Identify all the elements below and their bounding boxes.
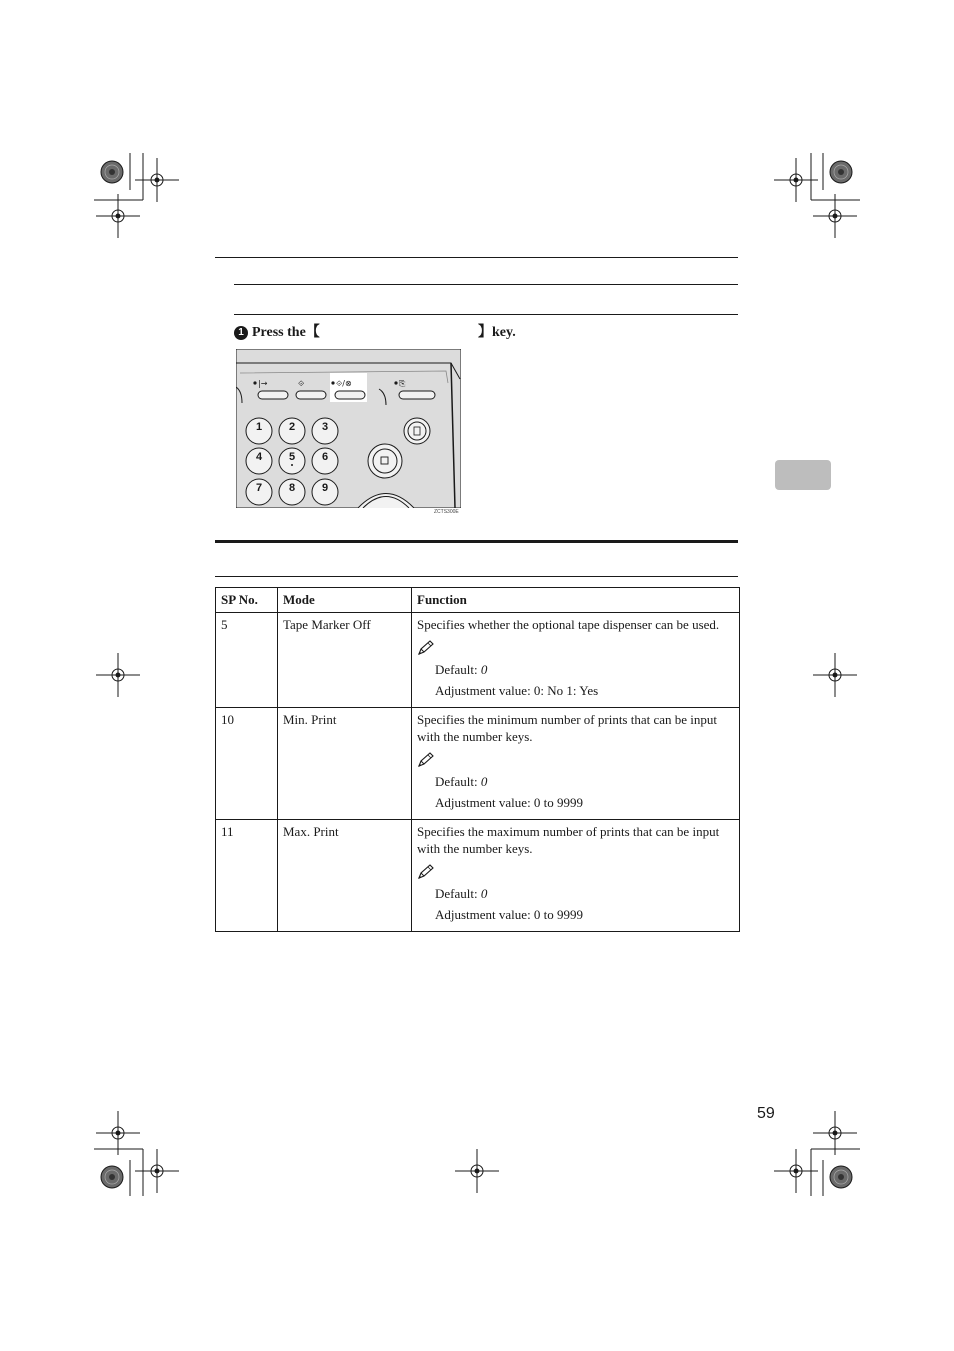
- header-sp-no: SP No.: [216, 588, 278, 613]
- default-value: 0: [480, 774, 488, 789]
- mode-cell: Max. Print: [278, 820, 412, 932]
- function-description: Specifies the maximum number of prints that can be input with the number keys.: [417, 824, 720, 856]
- adjustment-note: Adjustment value: 0 to 9999: [435, 907, 584, 922]
- header-function: Function: [412, 588, 740, 613]
- table-row: [216, 820, 740, 932]
- header-mode: Mode: [278, 588, 412, 613]
- number-key-3: 3: [321, 421, 329, 433]
- number-key-4: 4: [255, 451, 263, 463]
- step-text-before: Press the【: [252, 325, 320, 340]
- heading-rule-thick: [215, 540, 738, 543]
- number-key-8: 8: [288, 482, 296, 494]
- step-instruction: [234, 321, 320, 341]
- sp-mode-table: [215, 587, 740, 932]
- adjustment-note: Adjustment value: 0: No 1: Yes: [435, 683, 599, 698]
- step-text-after: 】key.: [478, 325, 516, 340]
- function-description: Specifies the minimum number of prints that can be input with the number keys.: [417, 712, 718, 744]
- sp-no-cell: 10: [216, 708, 278, 820]
- table-header-row: [216, 588, 740, 613]
- default-note: Default: 0: [435, 886, 488, 901]
- page-number: 59: [757, 1105, 775, 1122]
- control-panel-illustration: [236, 349, 461, 508]
- function-cell: [412, 708, 740, 820]
- pencil-note-icon: [417, 864, 435, 880]
- number-key-9: 9: [321, 482, 329, 494]
- number-key-2: 2: [288, 421, 296, 433]
- step-number-badge: 1: [234, 326, 248, 340]
- top-key-row: [258, 391, 435, 399]
- sp-no-cell: 5: [216, 613, 278, 708]
- table-row: [216, 708, 740, 820]
- function-cell: [412, 613, 740, 708]
- number-key-6: 6: [321, 451, 329, 463]
- number-key-5: 5: [288, 451, 296, 463]
- subheading-rule: [215, 576, 738, 577]
- svg-text:⟐/⊗: ⟐/⊗: [336, 379, 352, 388]
- number-key-1: 1: [255, 421, 263, 433]
- header-rule: [215, 257, 738, 258]
- default-note: Default: 0: [435, 774, 488, 789]
- pencil-note-icon: [417, 752, 435, 768]
- figure-code: ZCTS300E: [434, 509, 459, 515]
- svg-text:|→: |→: [258, 379, 268, 388]
- default-value: 0: [480, 662, 488, 677]
- chapter-thumb-tab: [775, 460, 831, 490]
- function-description: Specifies whether the optional tape dispenser can be used.: [417, 617, 720, 632]
- number-key-7: 7: [255, 482, 263, 494]
- mode-cell: Tape Marker Off: [278, 613, 412, 708]
- default-note: Default: 0: [435, 662, 488, 677]
- table-row: [216, 613, 740, 708]
- mode-cell: Min. Print: [278, 708, 412, 820]
- svg-text:⟐: ⟐: [298, 379, 305, 388]
- default-value: 0: [480, 886, 488, 901]
- function-cell: [412, 820, 740, 932]
- pencil-note-icon: [417, 640, 435, 656]
- step-rule: [234, 314, 738, 315]
- adjustment-note: Adjustment value: 0 to 9999: [435, 795, 584, 810]
- sp-no-cell: 11: [216, 820, 278, 932]
- section-rule: [234, 284, 738, 285]
- svg-text:⎘: ⎘: [399, 379, 406, 388]
